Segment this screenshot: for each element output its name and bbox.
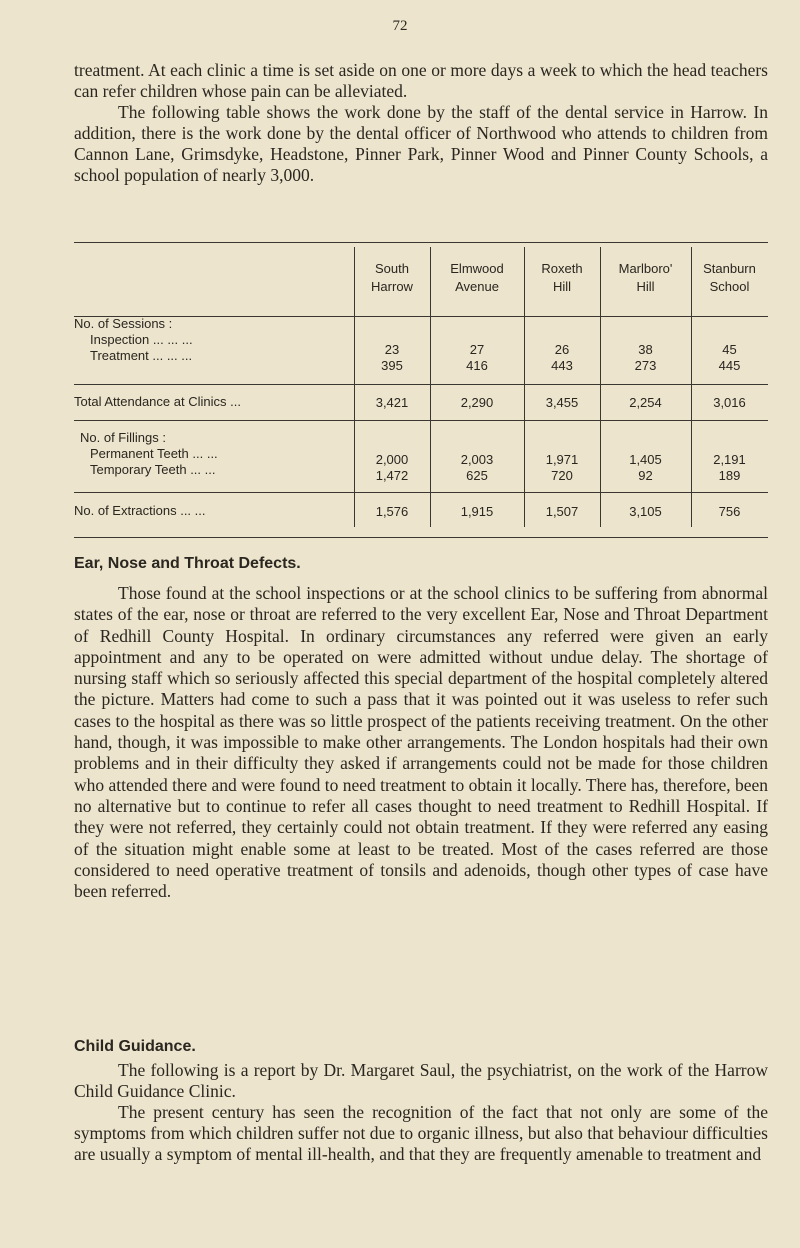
- table-cell: 1,405: [629, 452, 662, 467]
- table-cell: 416: [466, 358, 488, 373]
- column-header-stanburn-school: [691, 260, 768, 304]
- row-label-permanent-teeth: Permanent Teeth ... ...: [90, 446, 218, 461]
- table-cell: 625: [466, 468, 488, 483]
- header-line: Elmwood: [450, 261, 504, 276]
- table-cell: 27: [469, 342, 485, 357]
- table-cell: 395: [381, 358, 403, 373]
- table-cell: 1,915: [460, 504, 494, 519]
- table-cell: 2,191: [713, 452, 746, 467]
- intro-paragraph: treatment. At each clinic a time is set aside on one or more days a week to which the head teachers can refer children whose pain can be alleviated.: [74, 60, 768, 101]
- ent-section-text: [74, 583, 768, 902]
- table-cell: 2,290: [460, 395, 494, 410]
- section-heading-ent: Ear, Nose and Throat Defects.: [74, 555, 301, 572]
- table-cell: 26: [554, 342, 570, 357]
- header-line: Hill: [636, 279, 655, 294]
- column-header-marlboro-hill: [600, 260, 691, 304]
- header-line: Roxeth: [541, 261, 583, 276]
- header-line: Harrow: [371, 279, 413, 294]
- table-cell: 3,016: [713, 395, 746, 410]
- section-rule: [74, 384, 768, 385]
- cg-paragraph: The following is a report by Dr. Margaret Saul, the psychiatrist, on the work of the Harrow Child Guidance Clinic.: [74, 1060, 768, 1101]
- table-top-rule: [74, 242, 768, 243]
- row-label-extractions: No. of Extractions ... ...: [74, 503, 206, 518]
- header-line: South: [375, 261, 409, 276]
- cg-paragraph: The present century has seen the recognition of the fact that not only are some of the symptoms from which children suffer not due to organic illness, but also that behaviour difficulties are usually a symptom of mental ill-health, and that they are frequently amenable to treatment and: [74, 1102, 768, 1164]
- table-cell: 38: [638, 342, 653, 357]
- table-cell: 3,105: [629, 504, 662, 519]
- row-label-total-attendance: Total Attendance at Clinics ...: [74, 394, 241, 409]
- table-cell: 445: [718, 358, 741, 373]
- column-header-roxeth-hill: [524, 260, 600, 304]
- table-cell: 2,003: [460, 452, 494, 467]
- intro-paragraph: The following table shows the work done by the staff of the dental service in Harrow. In addition, there is the work done by the dental officer of Northwood who attends to children from Cannon Lane, Grimsdyke, Headstone, Pinner Park, Pinner Wood and Pinner County Schools, a school population of nearly 3,000.: [74, 102, 768, 185]
- page-number: 72: [392, 18, 408, 34]
- table-cell: 1,576: [375, 504, 409, 519]
- row-group-label-fillings: No. of Fillings :: [80, 430, 166, 445]
- column-header-elmwood-avenue: [430, 260, 524, 304]
- section-rule: [74, 420, 768, 421]
- table-cell: 273: [634, 358, 657, 373]
- child-guidance-text: [74, 1060, 768, 1165]
- row-label-inspection: Inspection ... ... ...: [90, 332, 193, 347]
- row-group-label-sessions: No. of Sessions :: [74, 316, 173, 331]
- table-cell: 443: [551, 358, 573, 373]
- table-cell: 1,472: [375, 468, 409, 483]
- table-cell: 2,000: [375, 452, 409, 467]
- table-cell: 23: [384, 342, 400, 357]
- table-cell: 45: [722, 342, 737, 357]
- table-cell: 2,254: [629, 395, 662, 410]
- table-cell: 1,507: [545, 504, 579, 519]
- header-line: Avenue: [455, 279, 499, 294]
- section-rule: [74, 492, 768, 493]
- table-bottom-rule: [74, 537, 768, 538]
- table-cell: 3,421: [375, 395, 409, 410]
- table-cell: 3,455: [545, 395, 579, 410]
- header-rule: [74, 316, 768, 317]
- table-cell: 1,971: [545, 452, 579, 467]
- table-cell: 756: [718, 504, 741, 519]
- header-line: Hill: [552, 279, 572, 294]
- header-line: School: [709, 279, 750, 294]
- header-line: Marlboro': [618, 261, 673, 276]
- dental-work-table: [74, 242, 768, 538]
- table-cell: 189: [718, 468, 741, 483]
- ent-paragraph: Those found at the school inspections or at the school clinics to be suffering from abnormal states of the ear, nose or throat are referred to the very excellent Ear, Nose and Throat Department of Redhill County Hospital. In ordinary circumstances any referred were given an early appointment and any to be operated on were admitted without undue delay. The shortage of nursing staff which so seriously affected this special department of the hospital completely altered the picture. Matters had come to such a pass that it was pointed out it was useless to refer such cases to the hospital as there was so little prospect of the patients receiving treatment. On the other hand, though, it was impossible to make other arrangements. The London hospitals had their own problems and in their difficulty they asked if arrangements could not be made for those children who attended there and were found to need treatment to obtain it locally. There has, therefore, been no alternative but to continue to refer all cases thought to need treatment to Redhill Hospital. If they were not referred, they certainly could not obtain treatment. If they were referred any easing of the situation might enable some at least to be treated. Most of the cases referred are those considered to need operative treatment of tonsils and adenoids, though other types of case have been referred.: [74, 583, 768, 902]
- section-heading-child-guidance: Child Guidance.: [74, 1038, 196, 1055]
- row-label-temporary-teeth: Temporary Teeth ... ...: [90, 462, 216, 477]
- row-label-treatment: Treatment ... ... ...: [90, 348, 193, 363]
- intro-text: [74, 60, 768, 186]
- table-cell: 720: [551, 468, 573, 483]
- table-cell: 92: [638, 468, 653, 483]
- column-header-south-harrow: [354, 260, 430, 304]
- header-line: Stanburn: [703, 261, 756, 276]
